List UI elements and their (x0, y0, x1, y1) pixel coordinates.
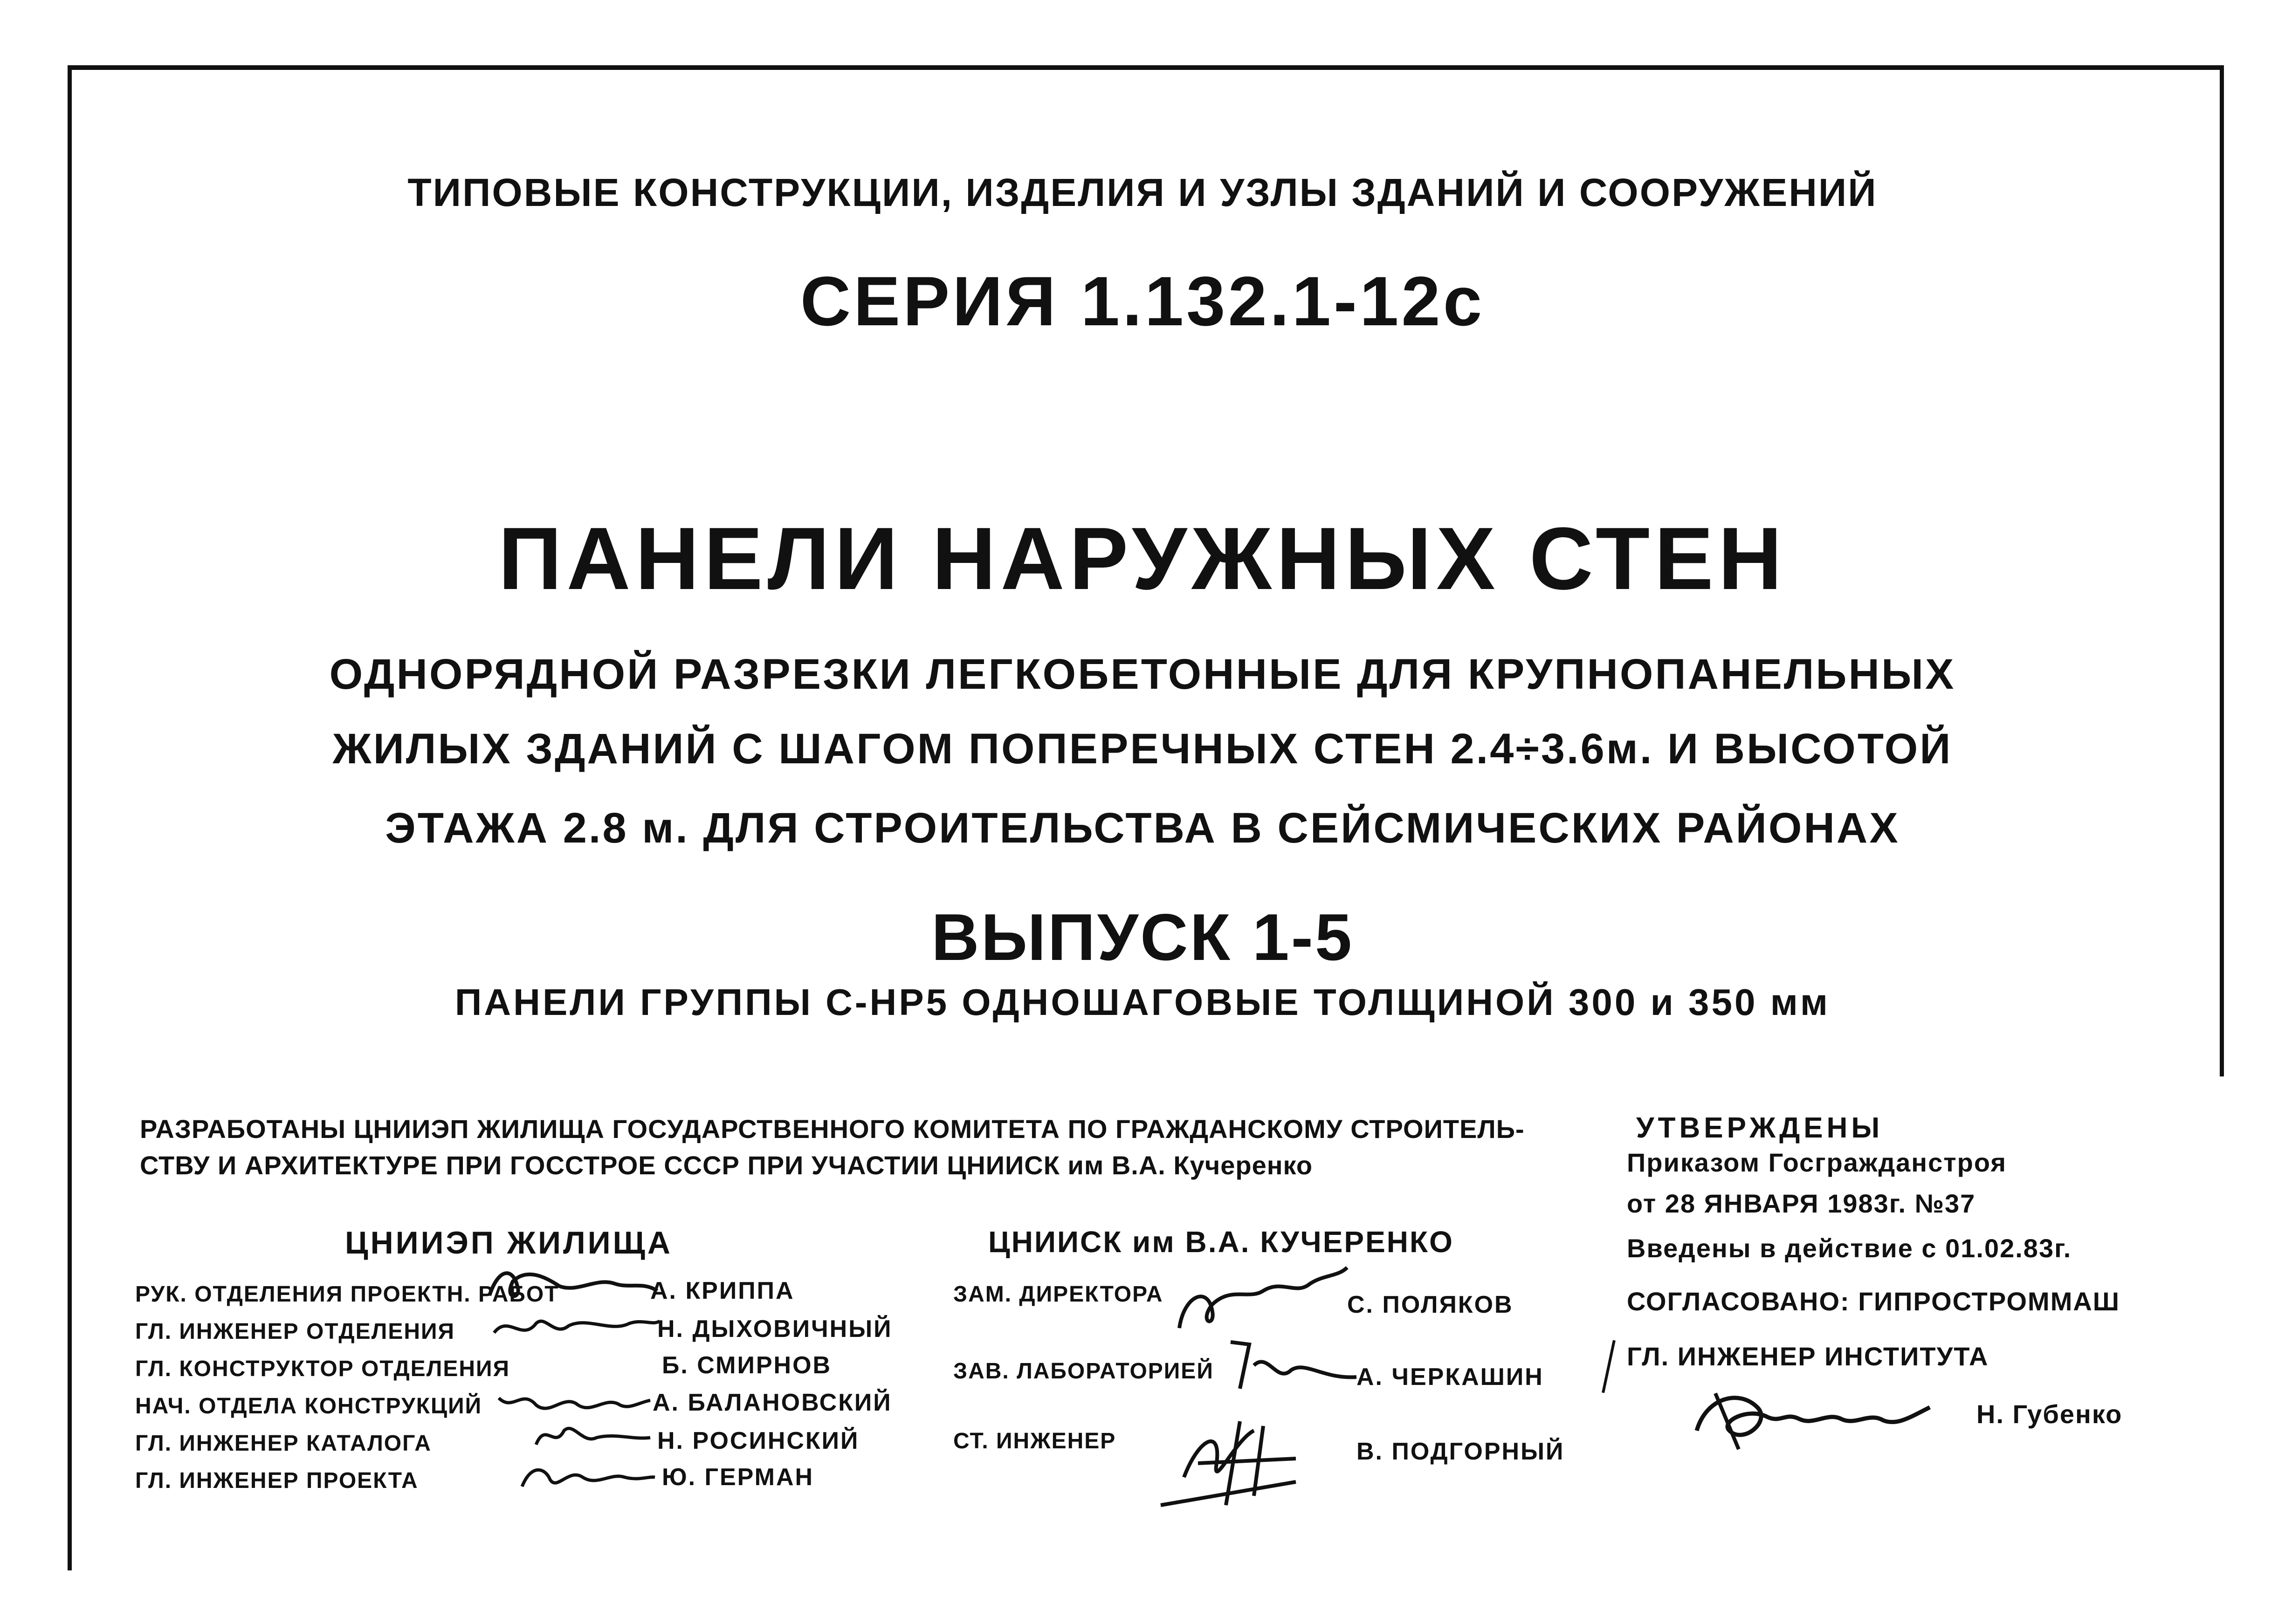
org1-role-3: ГЛ. КОНСТРУКТОР ОТДЕЛЕНИЯ (135, 1357, 510, 1381)
org2-role-1: ЗАМ. ДИРЕКТОРА (953, 1282, 1163, 1307)
series-line: ТИПОВЫЕ КОНСТРУКЦИИ, ИЗДЕЛИЯ И УЗЛЫ ЗДАНИЙ И СООРУЖЕНИЙ (407, 171, 1878, 214)
org1-person-5: Н. РОСИНСКИЙ (657, 1427, 860, 1454)
developed-by-line-2: СТВУ И АРХИТЕКТУРЕ ПРИ ГОССТРОЕ СССР ПРИ УЧАСТИИ ЦНИИСК им В.А. Кучеренко (140, 1151, 1313, 1180)
org1-person-1: А. КРИППА (650, 1277, 795, 1304)
approval-mark (1602, 1340, 1616, 1393)
signature-german (517, 1454, 657, 1496)
org2-person-3: В. ПОДГОРНЫЙ (1356, 1438, 1565, 1465)
signature-dykhovichny (489, 1305, 662, 1347)
approval-effective: Введены в действие с 01.02.83г. (1627, 1233, 2072, 1263)
issue-subtitle: ПАНЕЛИ ГРУППЫ С-НР5 ОДНОШАГОВЫЕ ТОЛЩИНОЙ 300 и 350 мм (454, 981, 1831, 1023)
subtitle-line-2: ЖИЛЫХ ЗДАНИЙ С ШАГОМ ПОПЕРЕЧНЫХ СТЕН 2.4÷3.6м. И ВЫСОТОЙ (332, 725, 1953, 773)
approval-date: от 28 ЯНВАРЯ 1983г. №37 (1627, 1189, 1976, 1218)
signature-gubenko (1687, 1379, 1939, 1459)
org1-role-6: ГЛ. ИНЖЕНЕР ПРОЕКТА (135, 1468, 419, 1493)
approval-chief-engineer: ГЛ. ИНЖЕНЕР ИНСТИТУТА (1627, 1342, 1989, 1371)
org1-role-1: РУК. ОТДЕЛЕНИЯ ПРОЕКТН. РАБОТ (135, 1282, 559, 1307)
approval-order: Приказом Госгражданстроя (1627, 1148, 2007, 1177)
org1-role-4: НАЧ. ОТДЕЛА КОНСТРУКЦИЙ (135, 1394, 482, 1418)
org1-person-4: А. БАЛАНОВСКИЙ (653, 1389, 892, 1416)
org2-role-2: ЗАВ. ЛАБОРАТОРИЕЙ (953, 1359, 1214, 1384)
developed-by-line-1: РАЗРАБОТАНЫ ЦНИИЭП ЖИЛИЩА ГОСУДАРСТВЕННОГО КОМИТЕТА ПО ГРАЖДАНСКОМУ СТРОИТЕЛЬ- (140, 1114, 1525, 1144)
signature-rosinsky (531, 1417, 653, 1454)
org2-person-2: А. ЧЕРКАШИН (1356, 1364, 1544, 1391)
subtitle-line-1: ОДНОРЯДНОЙ РАЗРЕЗКИ ЛЕГКОБЕТОННЫЕ ДЛЯ КРУПНОПАНЕЛЬНЫХ (329, 651, 1956, 698)
issue-title: ВЫПУСК 1-5 (931, 900, 1354, 974)
signature-balanovsky (494, 1379, 653, 1421)
org1-name: ЦНИИЭП ЖИЛИЩА (345, 1225, 673, 1261)
signature-podgorny (1156, 1412, 1310, 1519)
approval-signer: Н. Губенко (1976, 1399, 2123, 1429)
signature-polyakov (1170, 1258, 1352, 1342)
signature-krippa (485, 1258, 662, 1309)
series-code: СЕРИЯ 1.132.1-12с (800, 262, 1485, 340)
org2-person-1: С. ПОЛЯКОВ (1347, 1291, 1514, 1318)
org1-person-2: Н. ДЫХОВИЧНЫЙ (657, 1316, 893, 1343)
approval-heading: УТВЕРЖДЕНЫ (1636, 1112, 1884, 1144)
subtitle-line-3: ЭТАЖА 2.8 м. ДЛЯ СТРОИТЕЛЬСТВА В СЕЙСМИЧЕСКИХ РАЙОНАХ (385, 804, 1900, 852)
org1-role-2: ГЛ. ИНЖЕНЕР ОТДЕЛЕНИЯ (135, 1319, 455, 1344)
org2-role-3: СТ. ИНЖЕНЕР (953, 1429, 1116, 1453)
org1-person-3: Б. СМИРНОВ (662, 1352, 832, 1379)
frame-top-border (70, 65, 2223, 70)
org1-role-5: ГЛ. ИНЖЕНЕР КАТАЛОГА (135, 1431, 432, 1456)
org1-person-6: Ю. ГЕРМАН (662, 1464, 814, 1491)
approval-agreed: СОГЛАСОВАНО: ГИПРОСТРОММАШ (1627, 1287, 2120, 1316)
signature-cherkashin (1221, 1333, 1361, 1403)
org2-name: ЦНИИСК им В.А. КУЧЕРЕНКО (988, 1225, 1454, 1259)
main-title: ПАНЕЛИ НАРУЖНЫХ СТЕН (498, 509, 1787, 608)
